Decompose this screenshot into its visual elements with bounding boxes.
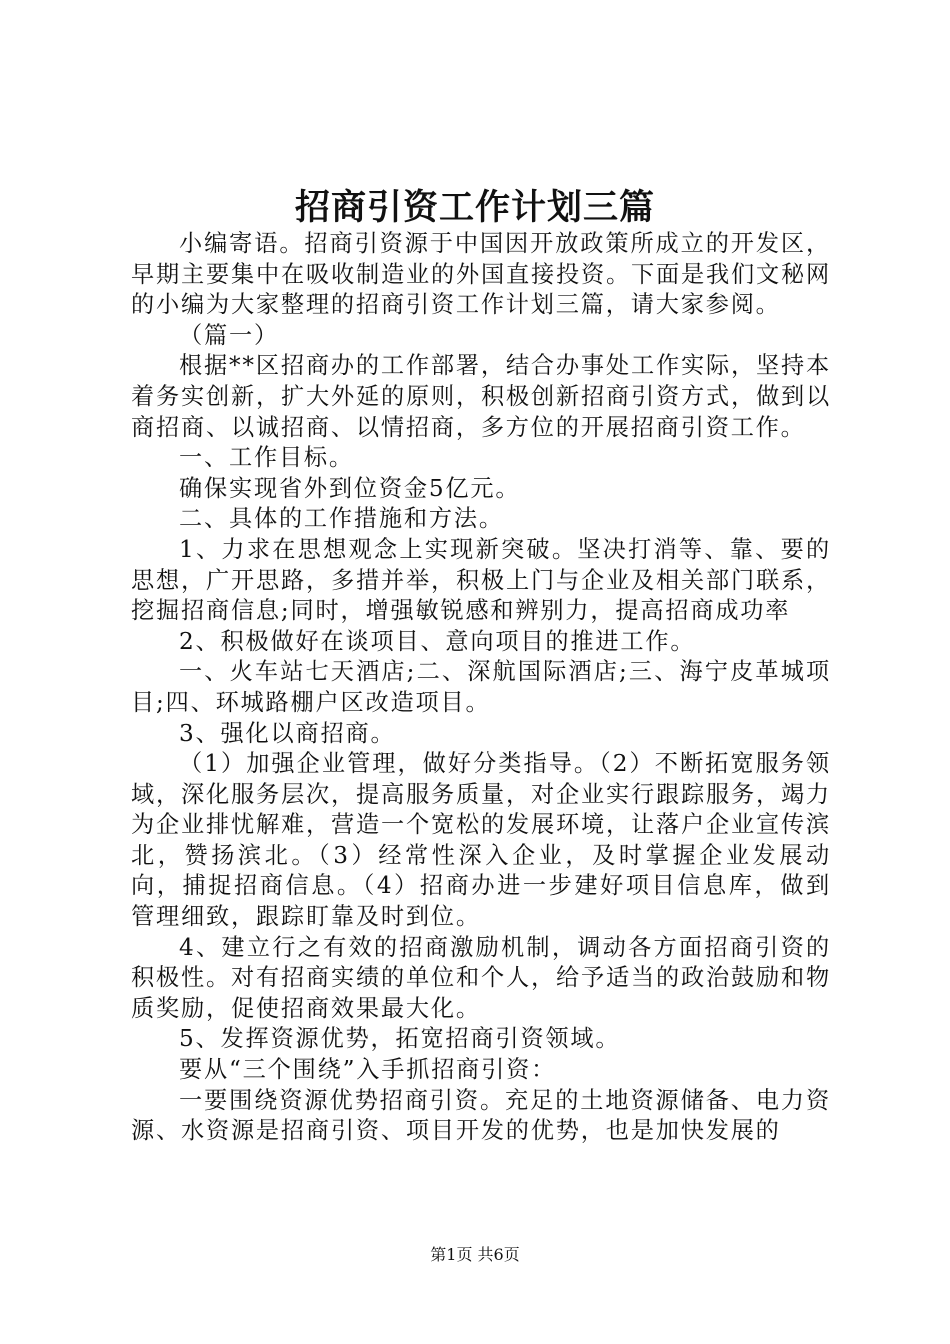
paragraph: 小编寄语。招商引资源于中国因开放政策所成立的开发区，早期主要集中在吸收制造业的外国直接投资。下面是我们文秘网的小编为大家整理的招商引资工作计划三篇，请大家参阅。 [131,230,831,319]
paragraph: 5、发挥资源优势，拓宽招商引资领域。 [179,1025,621,1053]
paragraph: （篇一） [179,321,279,349]
paragraph: 3、强化以商招商。 [179,719,396,747]
paragraph: 根据**区招商办的工作部署，结合办事处工作实际，坚持本着务实创新，扩大外延的原则，积极创新招商引资方式，做到以商招商、以诚招商、以情招商，多方位的开展招商引资工作。 [131,352,831,441]
paragraph: 2、积极做好在谈项目、意向项目的推进工作。 [179,627,696,655]
paragraph: 要从“三个围绕”入手抓招商引资： [179,1056,557,1084]
paragraph: 4、建立行之有效的招商激励机制，调动各方面招商引资的积极性。对有招商实绩的单位和个人，给予适当的政治鼓励和物质奖励，促使招商效果最大化。 [131,933,831,1022]
paragraph: 一、工作目标。 [179,444,354,472]
paragraph: 二、具体的工作措施和方法。 [179,505,504,533]
paragraph: 一、火车站七天酒店;二、深航国际酒店;三、海宁皮革城项目;四、环城路棚户区改造项目。 [131,658,831,716]
paragraph: 一要围绕资源优势招商引资。充足的土地资源储备、电力资源、水资源是招商引资、项目开发的优势，也是加快发展的 [131,1086,831,1145]
paragraph: 1、力求在思想观念上实现新突破。坚决打消等、靠、要的思想，广开思路，多措并举，积极上门与企业及相关部门联系，挖掘招商信息;同时，增强敏锐感和辨别力，提高招商成功率 [131,535,831,625]
document-body [131,229,831,1147]
document-title: 招商引资工作计划三篇 [294,187,655,228]
page-number-footer: 第1页 共6页 [430,1245,520,1264]
paragraph: 确保实现省外到位资金5亿元。 [179,474,521,502]
paragraph: （1）加强企业管理，做好分类指导。（2）不断拓宽服务领域，深化服务层次，提高服务质量，对企业实行跟踪服务，竭力为企业排忧解难，营造一个宽松的发展环境，让落户企业宣传滨北，赞扬滨北。（3）经常性深入企业，及时掌握企业发展动向，捕捉招商信息。（4）招商办进一步建好项目信息库，做到管理细致，跟踪盯靠及时到位。 [131,750,831,931]
